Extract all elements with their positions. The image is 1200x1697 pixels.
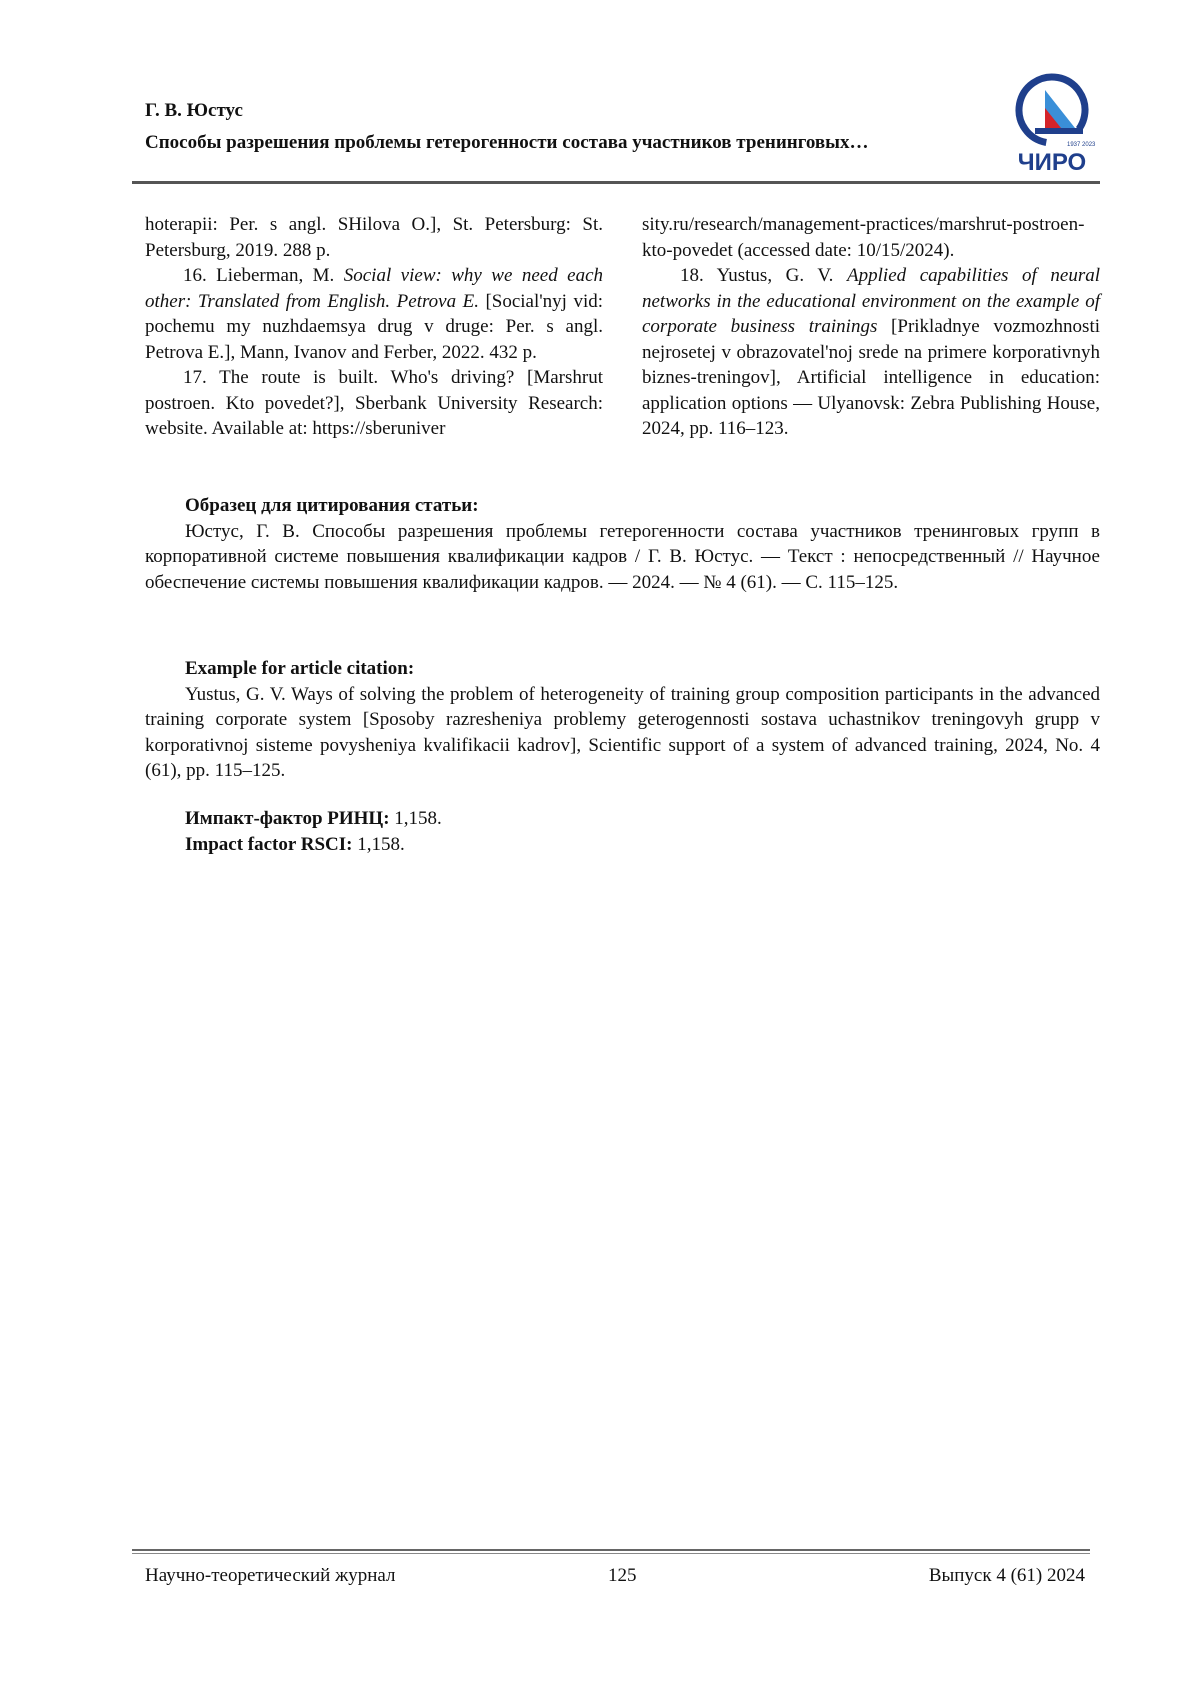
reference-16: 16. Lieberman, M. Social view: why we need each other: Translated from English. Petrova E. [Social'nyj vid: pochemu my nuzhdaemsya drug v druge: Per. s angl. Petrova E.], Mann, Ivanov and Ferber, 2022. 432 p. [145, 263, 603, 365]
citation-en-section [145, 656, 1100, 784]
logo-years: 1937 2023 [1067, 142, 1096, 148]
references-left-column [145, 212, 603, 442]
running-footer [145, 1565, 1085, 1593]
impact-factor-ru: Импакт-фактор РИНЦ: 1,158. [145, 806, 1100, 832]
reference-17-continued: sity.ru/research/management-practices/marshrut-postroen-kto-povedet (accessed date: 10/15/2024). [642, 212, 1100, 263]
reference-17: 17. The route is built. Who's driving? [Marshrut postroen. Kto povedet?], Sberbank University Research: website. Available at: https://sberuniver [145, 365, 603, 442]
citation-ru-text: Юстус, Г. В. Способы разрешения проблемы гетерогенности состава участников тренинговых групп в корпоративной системе повышения квалификации кадров / Г. В. Юстус. — Текст : непосредственный // Научное обеспечение системы повышения квалификации кадров. — 2024. — № 4 (61). — С. 115–125. [145, 519, 1100, 596]
header-title: Способы разрешения проблемы гетерогенности состава участников тренинговых… [145, 130, 1105, 156]
logo-text: ЧИРО [1018, 149, 1086, 175]
header-rule [132, 181, 1100, 184]
footer-rule-thin [132, 1553, 1090, 1554]
references-right-column [642, 212, 1100, 442]
citation-en-text: Yustus, G. V. Ways of solving the problem of heterogeneity of training group composition participants in the advanced training corporate system [Sposoby razresheniya problemy geterogennosti sostava uchastnikov treningovyh grupp v korporativnoj sisteme povysheniya kvalifikacii kadrov], Scientific support of a system of advanced training, 2024, No. 4 (61), pp. 115–125. [145, 682, 1100, 784]
citation-ru-section [145, 493, 1100, 595]
chiro-logo-icon [1005, 70, 1100, 175]
impact-factor-en: Impact factor RSCI: 1,158. [145, 832, 1100, 858]
reference-15-continued: hoterapii: Per. s angl. SHilova O.], St. Petersburg: St. Petersburg, 2019. 288 p. [145, 212, 603, 263]
impact-factor-section [145, 806, 1100, 857]
running-header [145, 98, 1105, 156]
header-author: Г. В. Юстус [145, 98, 1105, 124]
citation-ru-heading: Образец для цитирования статьи: [145, 493, 1100, 519]
footer-rule [132, 1549, 1090, 1551]
footer-journal: Научно-теоретический журнал [145, 1565, 395, 1587]
page-number: 125 [608, 1565, 637, 1587]
footer-issue: Выпуск 4 (61) 2024 [929, 1565, 1085, 1587]
citation-en-heading: Example for article citation: [145, 656, 1100, 682]
reference-18: 18. Yustus, G. V. Applied capabilities of neural networks in the educational environment on the example of corporate business trainings [Prikladnye vozmozhnosti nejrosetej v obrazovatel'noj srede na primere korporativnyh biznes-treningov], Artificial intelligence in education: application options — Ulyanovsk: Zebra Publishing House, 2024, pp. 116–123. [642, 263, 1100, 442]
references-columns [145, 212, 1100, 442]
